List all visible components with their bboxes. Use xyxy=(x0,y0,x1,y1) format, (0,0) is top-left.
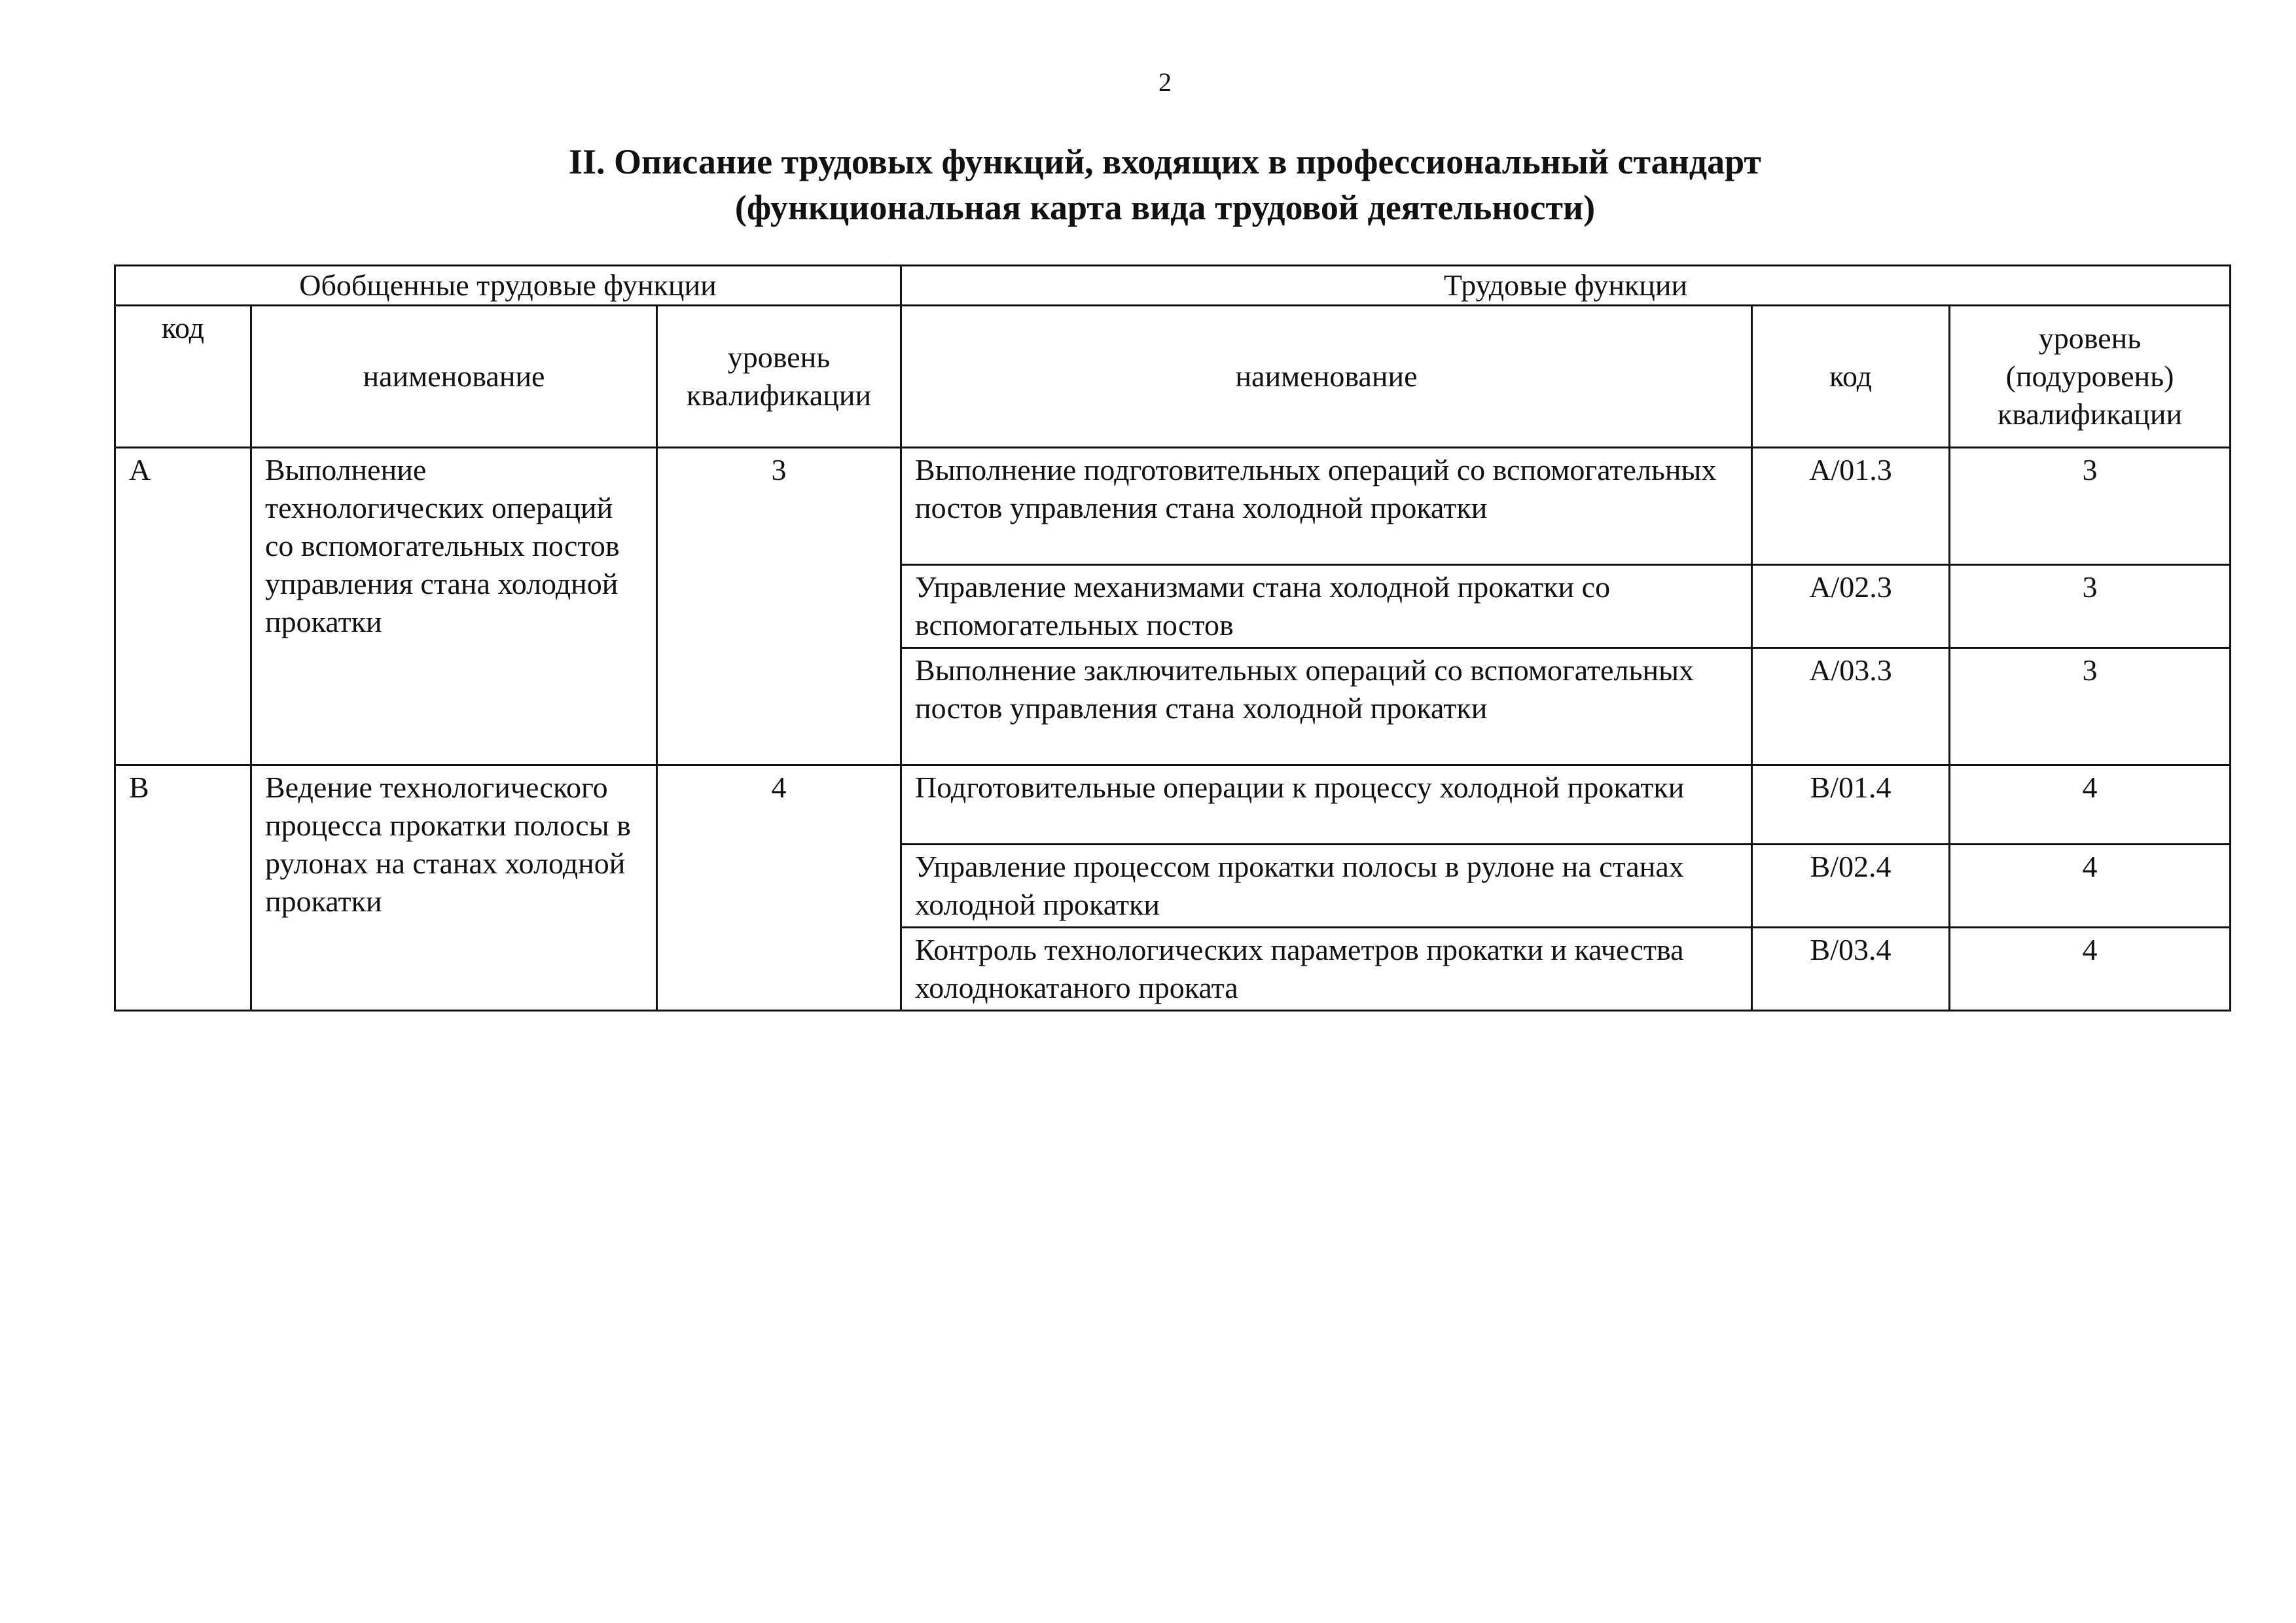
labor-function-code: B/03.4 xyxy=(1752,928,1950,1011)
labor-function-name: Контроль технологических параметров прокатки и качества холоднокатаного проката xyxy=(901,928,1752,1011)
labor-function-level: 4 xyxy=(1950,845,2231,928)
table-row xyxy=(115,765,2231,845)
page-number: 2 xyxy=(1158,67,1172,97)
labor-function-code: A/03.3 xyxy=(1752,648,1950,765)
column-header-row xyxy=(115,306,2231,448)
labor-function-code: B/02.4 xyxy=(1752,845,1950,928)
gen-level-header: уровень квалификации xyxy=(657,306,901,448)
labor-function-code: A/02.3 xyxy=(1752,565,1950,648)
section-title-line-1: II. Описание трудовых функций, входящих в профессиональный стандарт xyxy=(569,142,1761,181)
gen-function-code: B xyxy=(115,765,251,1011)
labor-function-level: 4 xyxy=(1950,928,2231,1011)
generalized-functions-header: Обобщенные трудовые функции xyxy=(115,266,901,306)
gen-function-name: Ведение технологического процесса прокатки полосы в рулонах на станах холодной прокатки xyxy=(251,765,657,1011)
labor-function-code: B/01.4 xyxy=(1752,765,1950,845)
tf-level-header: уровень (подуровень) квалификации xyxy=(1950,306,2231,448)
section-title xyxy=(0,139,2296,230)
group-header-row xyxy=(115,266,2231,306)
labor-function-level: 4 xyxy=(1950,765,2231,845)
gen-code-header: код xyxy=(115,306,251,448)
labor-functions-header: Трудовые функции xyxy=(901,266,2231,306)
labor-function-name: Управление процессом прокатки полосы в рулоне на станах холодной прокатки xyxy=(901,845,1752,928)
tf-name-header: наименование xyxy=(901,306,1752,448)
labor-function-level: 3 xyxy=(1950,448,2231,565)
labor-function-name: Выполнение подготовительных операций со вспомогательных постов управления стана холодной прокатки xyxy=(901,448,1752,565)
gen-function-name: Выполнение технологических операций со вспомогательных постов управления стана холодной прокатки xyxy=(251,448,657,765)
labor-function-code: A/01.3 xyxy=(1752,448,1950,565)
gen-function-code: A xyxy=(115,448,251,765)
labor-function-level: 3 xyxy=(1950,565,2231,648)
gen-name-header: наименование xyxy=(251,306,657,448)
labor-function-name: Управление механизмами стана холодной прокатки со вспомогательных постов xyxy=(901,565,1752,648)
tf-code-header: код xyxy=(1752,306,1950,448)
functional-map-table xyxy=(114,264,2231,1012)
gen-function-level: 4 xyxy=(657,765,901,1011)
section-title-line-2: (функциональная карта вида трудовой деятельности) xyxy=(734,188,1596,227)
gen-function-level: 3 xyxy=(657,448,901,765)
labor-function-level: 3 xyxy=(1950,648,2231,765)
table-row xyxy=(115,448,2231,565)
labor-function-name: Подготовительные операции к процессу холодной прокатки xyxy=(901,765,1752,845)
labor-function-name: Выполнение заключительных операций со вспомогательных постов управления стана холодной прокатки xyxy=(901,648,1752,765)
